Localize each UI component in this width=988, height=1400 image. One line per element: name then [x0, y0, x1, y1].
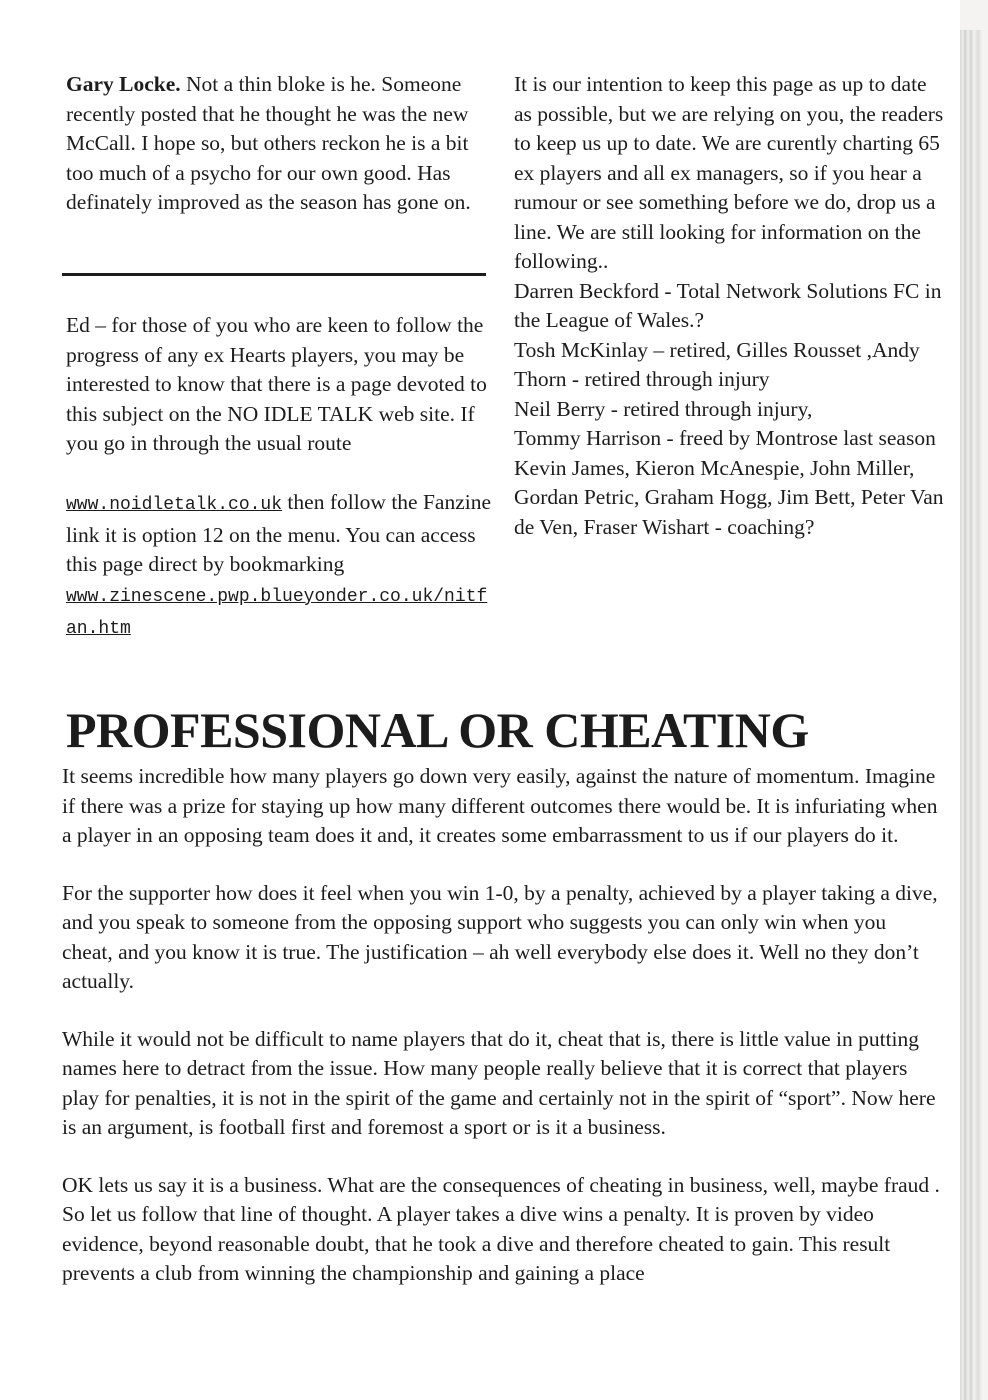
- player-comment: Not a thin bloke is he. Someone recently posted that he thought he was the new McCall. I hope so, but others reckon he is a bit too much of a psycho for our own good. Has definately improved as the season has gone on.: [66, 72, 471, 214]
- editor-note-intro: Ed – for those of you who are keen to follow the progress of any ex Hearts players, you may be interested to know that there is a page devoted to this subject on the NO IDLE TALK web site. If you go in through the usual route: [66, 313, 487, 455]
- ex-player-item: Kevin James, Kieron McAnespie, John Miller, Gordan Petric, Graham Hogg, Jim Bett, Peter Van de Ven, Fraser Wishart - coaching?: [514, 455, 944, 539]
- zinescene-link[interactable]: www.zinescene.pwp.blueyonder.co.uk/nitfan.htm: [66, 586, 488, 639]
- ex-player-item: Neil Berry - retired through injury,: [514, 396, 813, 421]
- ex-player-item: Tosh McKinlay – retired, Gilles Rousset ,Andy Thorn - retired through injury: [514, 337, 920, 391]
- ex-players-intro: It is our intention to keep this page as up to date as possible, but we are relying on you, the readers to keep us up to date. We are curently charting 65 ex players and all ex managers, so if you hear a rumour or see something before we do, drop us a line. We are still looking for information on the following..: [514, 72, 944, 273]
- article-body: [62, 762, 942, 1317]
- ex-players-column: [514, 70, 944, 542]
- ex-player-item: Darren Beckford - Total Network Solutions FC in the League of Wales.?: [514, 278, 942, 332]
- noidletalk-link[interactable]: www.noidletalk.co.uk: [66, 495, 283, 515]
- article-paragraph: While it would not be difficult to name players that do it, cheat that is, there is little value in putting names here to detract from the issue. How many people really believe that it is correct that players play for penalties, it is not in the spirit of the game and certainly not in the spirit of “sport”. Now here is an argument, is football first and foremost a sport or is it a business.: [62, 1026, 936, 1139]
- editor-note-paragraph: [66, 311, 496, 645]
- editor-note: [66, 311, 496, 645]
- article-paragraph: OK lets us say it is a business. What are the consequences of cheating in business, well, maybe fraud . So let us follow that line of thought. A player takes a dive wins a penalty. It is proven by video evidence, beyond reasonable doubt, that he took a dive and therefore cheated to gain. This result prevents a club from winning the championship and gaining a place: [62, 1172, 940, 1285]
- article-paragraph: For the supporter how does it feel when you win 1-0, by a penalty, achieved by a player taking a dive, and you speak to someone from the opposing support who suggests you can only win when you cheat, and you know it is true. The justification – ah well everybody else does it. Well no they don’t actually.: [62, 880, 938, 993]
- section-divider: [62, 273, 486, 276]
- player-name: Gary Locke.: [66, 72, 181, 96]
- page-edge: [960, 30, 988, 1400]
- gary-locke-entry: [66, 70, 496, 218]
- article-paragraph: It seems incredible how many players go down very easily, against the nature of momentum. Imagine if there was a prize for staying up how many different outcomes there would be. It is infuriating when a player in an opposing team does it and, it creates some embarrassment to us if our players do it.: [62, 764, 938, 847]
- article-headline: PROFESSIONAL OR CHEATING: [66, 702, 809, 758]
- ex-player-item: Tommy Harrison - freed by Montrose last season: [514, 426, 936, 450]
- player-entry-paragraph: [66, 70, 496, 218]
- editor-note-middle: then follow the Fanzine link it is option 12 on the menu. You can access this page direct by bookmarking: [66, 490, 492, 576]
